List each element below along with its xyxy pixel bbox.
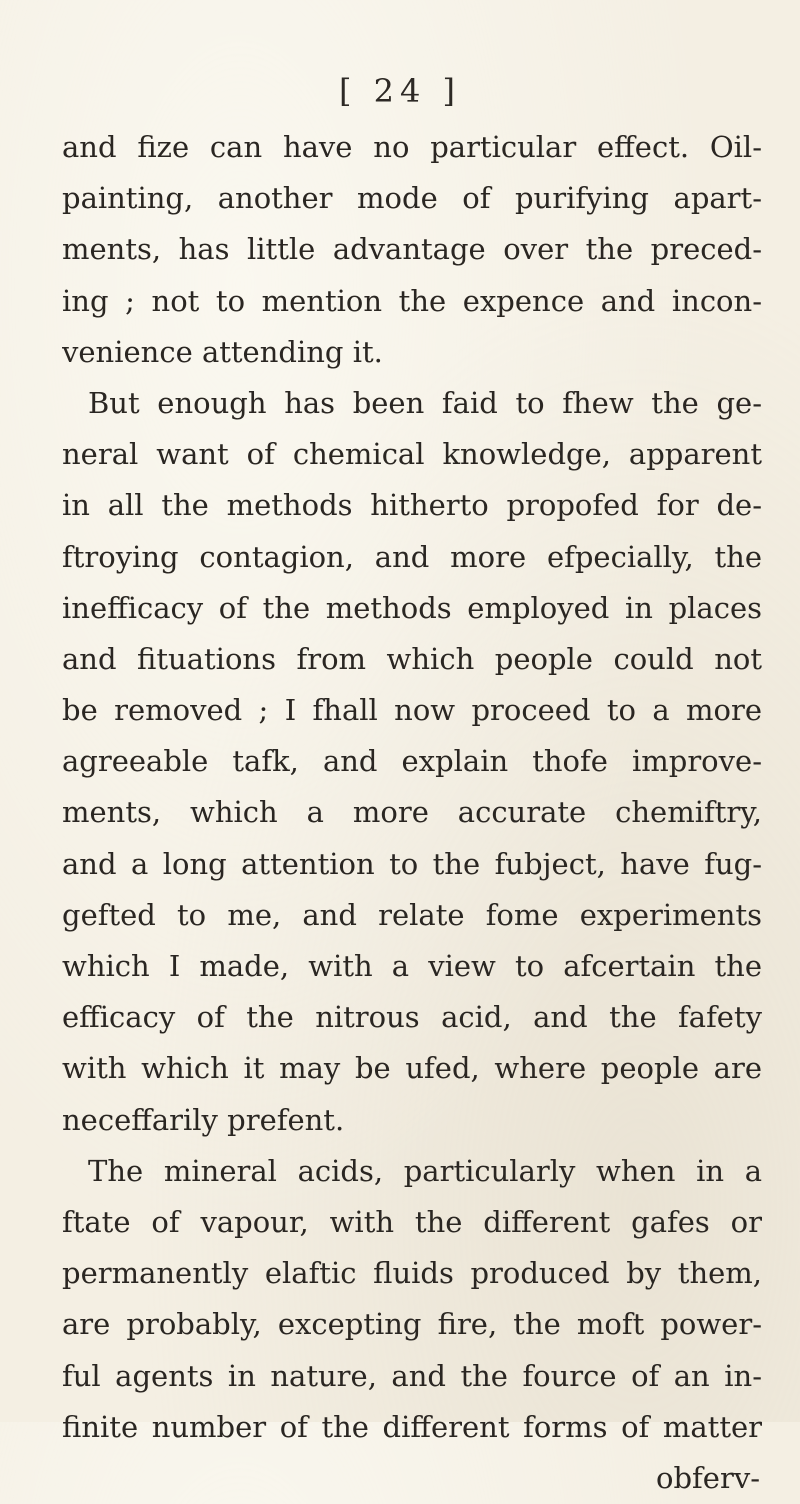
text-line: are probably, excepting fire, the moft power- bbox=[62, 1307, 762, 1342]
text-line: inefficacy of the methods employed in places bbox=[62, 590, 762, 625]
text-line: in all the methods hitherto propofed for de- bbox=[62, 488, 762, 523]
text-line: ful agents in nature, and the fource of an in- bbox=[62, 1358, 762, 1393]
text-line: and fituations from which people could not bbox=[62, 641, 762, 676]
text-line: which I made, with a view to afcertain the bbox=[62, 949, 762, 983]
text-line: venience attending it. bbox=[62, 334, 383, 369]
text-line: The mineral acids, particularly when in a bbox=[88, 1153, 762, 1188]
text-line: efficacy of the nitrous acid, and the fafety bbox=[62, 1000, 762, 1035]
text-line: be removed ; I fhall now proceed to a more bbox=[62, 693, 762, 728]
text-line: But enough has been faid to fhew the ge- bbox=[88, 385, 762, 420]
text-line: neceffarily prefent. bbox=[62, 1102, 345, 1137]
text-line: neral want of chemical knowledge, apparent bbox=[62, 437, 762, 472]
page-body-text bbox=[62, 122, 762, 1504]
page-number-header: [ 24 ] bbox=[338, 72, 462, 110]
text-line: ftate of vapour, with the different gafes or bbox=[62, 1204, 762, 1239]
catchword: obferv- bbox=[656, 1460, 760, 1495]
text-line: permanently elaftic fluids produced by them, bbox=[62, 1256, 762, 1291]
text-line: ftroying contagion, and more efpecially, the bbox=[62, 539, 762, 574]
text-line: with which it may be ufed, where people are bbox=[62, 1051, 762, 1086]
text-line: finite number of the different forms of matter bbox=[62, 1409, 762, 1444]
text-line: and a long attention to the fubject, have fug- bbox=[62, 846, 762, 881]
text-line: painting, another mode of purifying apart- bbox=[62, 181, 762, 216]
text-line: gefted to me, and relate fome experiments bbox=[62, 897, 762, 932]
text-line: ments, has little advantage over the preced- bbox=[62, 232, 762, 267]
text-line: ing ; not to mention the expence and incon- bbox=[62, 283, 762, 318]
text-line: ments, which a more accurate chemiftry, bbox=[62, 795, 762, 830]
text-line: and fize can have no particular effect. Oil- bbox=[62, 130, 762, 164]
text-line: agreeable tafk, and explain thofe improve- bbox=[62, 744, 762, 779]
